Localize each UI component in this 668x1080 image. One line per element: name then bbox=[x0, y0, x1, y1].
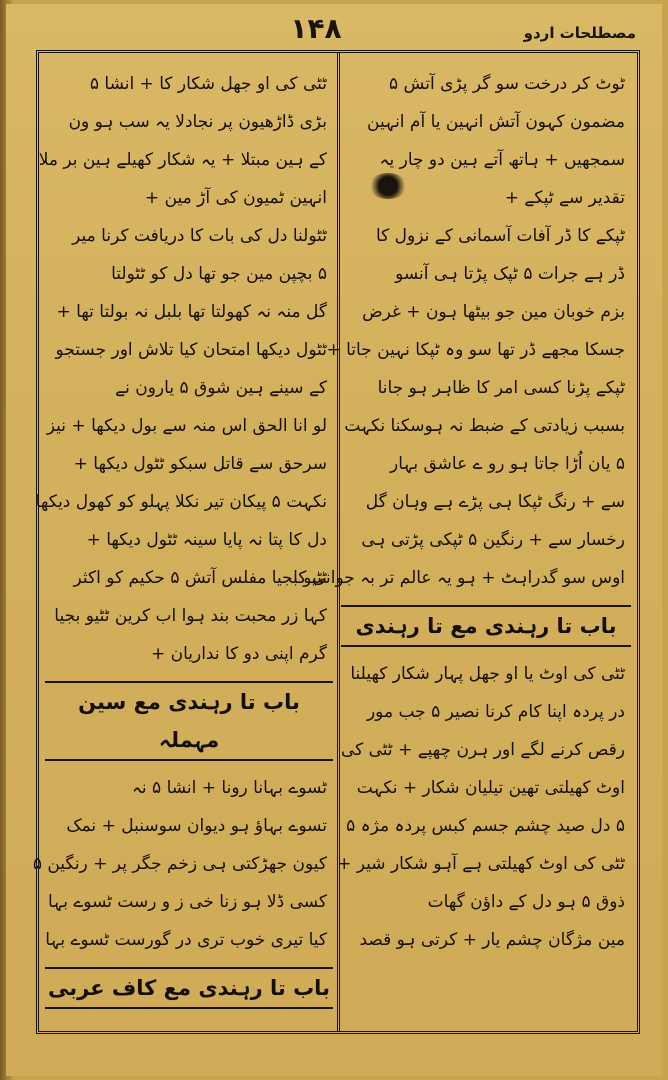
text-line: ۵ یان اُڑا جاتا ہو رو ے عاشق بہار bbox=[390, 454, 625, 474]
text-line: سمجھیں + ہاتھ آتے ہین دو چار یہ bbox=[379, 150, 625, 170]
text-line: بزم خوبان مین جو بیٹھا ہون + غرض bbox=[362, 302, 625, 322]
left-entry-block-2 bbox=[32, 763, 333, 965]
text-line: کیون جھڑکتی ہی زخم جگر پر + رنگین ۵ bbox=[32, 854, 327, 874]
text-line: ٹپکے کا ڈر آفات آسمانی کے نزول کا bbox=[376, 226, 625, 246]
text-line: بڑی ڈاڑھیون پر نجادلا یہ سب ہو ون bbox=[68, 112, 327, 132]
section-heading: باب تا رہندی مع سین مہملہ bbox=[45, 681, 333, 761]
right-entry-block-1 bbox=[293, 59, 631, 603]
left-entry-block-1 bbox=[35, 59, 333, 679]
text-line: ٹٹولنا دل کی بات کا دریافت کرنا میر bbox=[72, 226, 327, 246]
text-line: رقص کرنے لگے اور ہرن چھپے + ٹٹی کی bbox=[340, 740, 625, 760]
section-heading: باب تا رہندی مع تا رہندی bbox=[341, 605, 631, 647]
running-title: مصطلحات اردو bbox=[523, 24, 636, 42]
text-line: کہا زر محبت بند ہوا اب کرین ٹٹیو بجیا bbox=[54, 606, 327, 626]
page-number: ۱۴۸ bbox=[290, 12, 342, 45]
text-line: ٹٹی کی اوٹ یا او جھل پہار شکار کھیلنا bbox=[350, 664, 625, 684]
text-line: تسوے بہاؤ ہو دیوان سوسنبل + نمک bbox=[66, 816, 327, 836]
right-entry-block-2 bbox=[337, 649, 631, 965]
text-line: سے + رنگ ٹپکا ہی پڑے ہے وہان گل bbox=[365, 492, 625, 512]
text-line: ۵ بچپن مین جو تھا دل کو ٹٹولتا bbox=[111, 264, 327, 284]
text-line: لو انا الحق اس منہ سے بول دیکھا + نیز bbox=[46, 416, 327, 436]
column-divider bbox=[337, 53, 340, 1031]
book-page bbox=[6, 4, 662, 1076]
section-heading: باب تا رہندی مع کاف عربی bbox=[45, 967, 333, 1009]
text-line: ٹٹیو بجیا مفلس آتش ۵ حکیم کو اکثر bbox=[73, 568, 327, 588]
text-line: ڈر ہے جرات ۵ ٹپک پڑتا ہی آنسو bbox=[395, 264, 625, 284]
text-line: گرم اپنی دو کا نداریان + bbox=[150, 644, 327, 664]
left-column bbox=[32, 59, 333, 1025]
text-line: انہین ٹمیون کی آڑ مین + bbox=[144, 188, 327, 208]
page-header bbox=[6, 12, 662, 52]
text-line: رخسار سے + رنگین ۵ ٹپکی پڑتی ہی bbox=[361, 530, 625, 550]
text-line: در پردہ اپنا کام کرنا نصیر ۵ جب مور bbox=[366, 702, 625, 722]
text-line: گل منہ نہ کھولتا تھا بلبل نہ بولتا تھا + bbox=[56, 302, 327, 322]
ink-blot bbox=[369, 173, 407, 199]
text-line: دل کا پتا نہ پایا سینہ ٹٹول دیکھا + bbox=[86, 530, 327, 550]
text-line: ٹٹی کی او جھل شکار کا + انشا ۵ bbox=[89, 74, 327, 94]
text-line: کے سینے ہین شوق ۵ یارون نے bbox=[115, 378, 327, 398]
text-line: ٹسوے بہانا رونا + انشا ۵ نہ bbox=[131, 778, 327, 798]
right-column bbox=[293, 59, 631, 1025]
text-line: ٹوٹ کر درخت سو گر پڑی آتش ۵ bbox=[389, 74, 625, 94]
text-line: اوس سو گدراہٹ + ہو یہ عالم تر بہ جوانی کا bbox=[293, 568, 625, 588]
text-line: نکہت ۵ پیکان تیر نکلا پہلو کو کھول دیکھا bbox=[35, 492, 327, 512]
text-line: کیا تیری خوب تری در گورست ٹسوے بہا bbox=[45, 930, 327, 950]
text-line: تقدیر سے ٹپکے + bbox=[504, 188, 625, 208]
text-line: سرحق سے قاتل سبکو ٹٹول دیکھا + bbox=[73, 454, 327, 474]
text-line: کسی ڈلا ہو زنا خی ز و رست ٹسوے بہا bbox=[48, 892, 327, 912]
text-line: ذوق ۵ ہو دل کے داؤن گھات bbox=[427, 892, 625, 912]
text-frame bbox=[32, 50, 640, 1034]
text-line: کے ہین مبتلا + یہ شکار کھیلے ہین بر ملا bbox=[38, 150, 327, 170]
text-line: مین مژگان چشم یار + کرتی ہو قصد bbox=[359, 930, 625, 950]
text-line: مضمون کہون آتش انہین یا آم انہین bbox=[367, 112, 625, 132]
text-line: ٹپکے پڑنا کسی امر کا ظاہر ہو جانا bbox=[377, 378, 625, 398]
text-line: ٹٹول دیکھا امتحان کیا تلاش اور جستجو bbox=[55, 340, 327, 360]
text-line: ٹٹی کی اوٹ کھیلتی ہے آہو شکار شیر + bbox=[337, 854, 625, 874]
text-line: ۵ دل صید چشم جسم کبس پردہ مژہ ۵ bbox=[346, 816, 625, 836]
text-line: اوٹ کھیلتی تھین تیلیان شکار + نکہت bbox=[356, 778, 625, 798]
text-line: جسکا مجھے ڈر تھا سو وہ ٹپکا نہین جاتا + bbox=[326, 340, 625, 360]
text-line: بسبب زیادتی کے ضبط نہ ہوسکنا نکہت bbox=[344, 416, 625, 436]
